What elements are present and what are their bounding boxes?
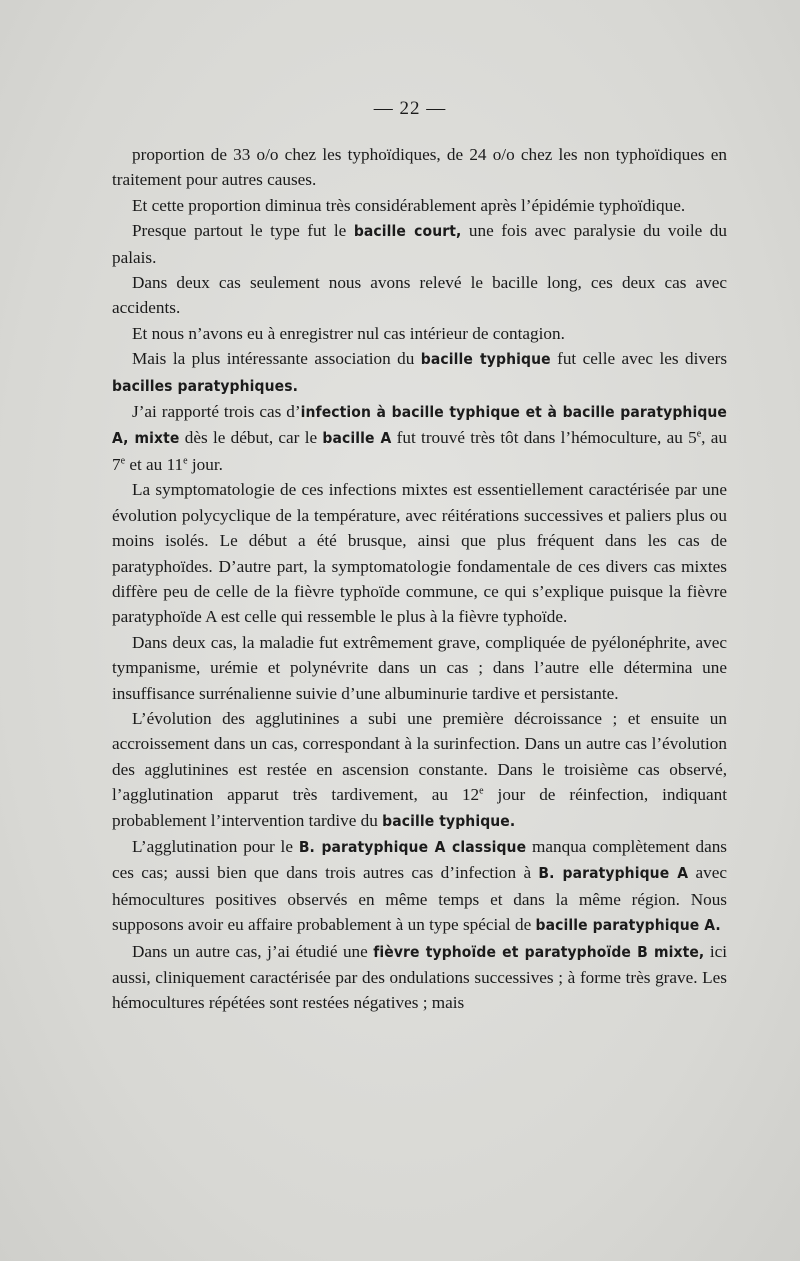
paragraph [112, 321, 727, 346]
text-run: La symptomatologie de ces infections mixtes est essentiellement caractérisée par une évolution polycyclique de la température, avec réitérations successives et paliers plus ou moins isolés. Le début a été brusque, ainsi que plus fréquent dans les cas de paratyphoïdes. D’autre part, la symptomatologie fondamentale de ces divers cas mixtes diffère peu de celle de la fièvre typhoïde commune, ce qui s’explique puisque la fièvre paratyphoïde A est celle qui ressemble le plus à la fièvre typhoïde. [112, 480, 727, 627]
text-run: Mais la plus intéressante association du [132, 349, 421, 369]
bold-run: B. paratyphique A classique [298, 837, 527, 856]
paragraph [112, 399, 727, 477]
bold-run: bacille typhique [420, 350, 551, 369]
bold-run: bacilles paratyphiques. [112, 376, 298, 395]
paragraph [112, 346, 727, 399]
paragraph [112, 270, 727, 321]
paragraph [112, 939, 727, 1016]
text-run: Et cette proportion diminua très considérablement après l’épidémie typhoïdique. [132, 195, 686, 215]
text-run: fut celle avec les divers [550, 349, 728, 369]
text-run: manqua complètement dans ces cas; aussi bien que dans trois autres cas d’infection à [112, 836, 727, 883]
paragraph [112, 706, 727, 834]
bold-run: bacille A [322, 429, 392, 448]
text-run: et au 11 [125, 454, 184, 474]
text-run: ici aussi, cliniquement caractérisée par des ondulations successives ; à forme très grave. Les hémocultures répétées sont restées négatives ; mais [112, 941, 727, 1013]
superscript: e [120, 455, 126, 467]
body-text [112, 142, 727, 1016]
page-number: — 22 — [373, 98, 447, 119]
superscript: e [696, 428, 702, 440]
paragraph [112, 218, 727, 270]
text-run: fut trouvé très tôt dans l’hémoculture, au 5 [391, 428, 697, 448]
bold-run: bacille paratyphique A. [535, 916, 721, 935]
text-run: Presque partout le type fut le [132, 221, 354, 241]
text-run: jour. [187, 454, 223, 474]
bold-run: bacille typhique. [382, 811, 516, 830]
paragraph [112, 477, 727, 629]
bold-run: B. paratyphique A [538, 864, 689, 883]
text-run: L’agglutination pour le [132, 836, 299, 856]
paragraph [112, 142, 727, 193]
text-run: avec hémocultures positives observés en même temps et dans la même région. Nous supposons avoir eu affaire probablement à un type spécial de [112, 863, 727, 935]
superscript: e [479, 785, 484, 797]
text-run: Dans deux cas, la maladie fut extrêmement grave, compliquée de pyélonéphrite, avec tympanisme, urémie et polynévrite dans un cas ; dans l’autre elle détermina une insuffisance surrénalienne suivie d’une albuminurie tardive et persistante. [112, 632, 727, 703]
superscript: e [183, 455, 188, 467]
text-run: J’ai rapporté trois cas d’ [132, 402, 301, 422]
bold-run: infection à bacille typhique et à bacille paratyphique A, mixte [112, 403, 727, 448]
text-run: L’évolution des agglutinines a subi une première décroissance ; et ensuite un accroissement dans un cas, correspondant à la surinfection. Dans un autre cas l’évolution des agglutinines est restée en ascension constante. Dans le troisième cas observé, l’agglutination apparut très tardivement, au 12 [112, 708, 727, 805]
text-run: , au 7 [112, 428, 727, 474]
paragraph [112, 193, 727, 218]
text-run: proportion de 33 o/o chez les typhoïdiques, de 24 o/o chez les non typhoïdiques en traitement pour autres causes. [112, 145, 727, 190]
text-run: Dans un autre cas, j’ai étudié une [132, 941, 374, 961]
text-run: Et nous n’avons eu à enregistrer nul cas intérieur de contagion. [132, 323, 565, 343]
text-run: dès le début, car le [179, 428, 323, 448]
bold-run: bacille court, [353, 222, 462, 241]
text-run: Dans deux cas seulement nous avons relevé le bacille long, ces deux cas avec accidents. [112, 273, 727, 318]
text-run: jour de réinfection, indiquant probablement l’intervention tardive du [112, 785, 727, 830]
paragraph [112, 834, 727, 939]
text-run: une fois avec paralysie du voile du palais. [112, 221, 727, 267]
paragraph [112, 630, 727, 706]
bold-run: fièvre typhoïde et paratyphoïde B mixte, [373, 942, 705, 961]
